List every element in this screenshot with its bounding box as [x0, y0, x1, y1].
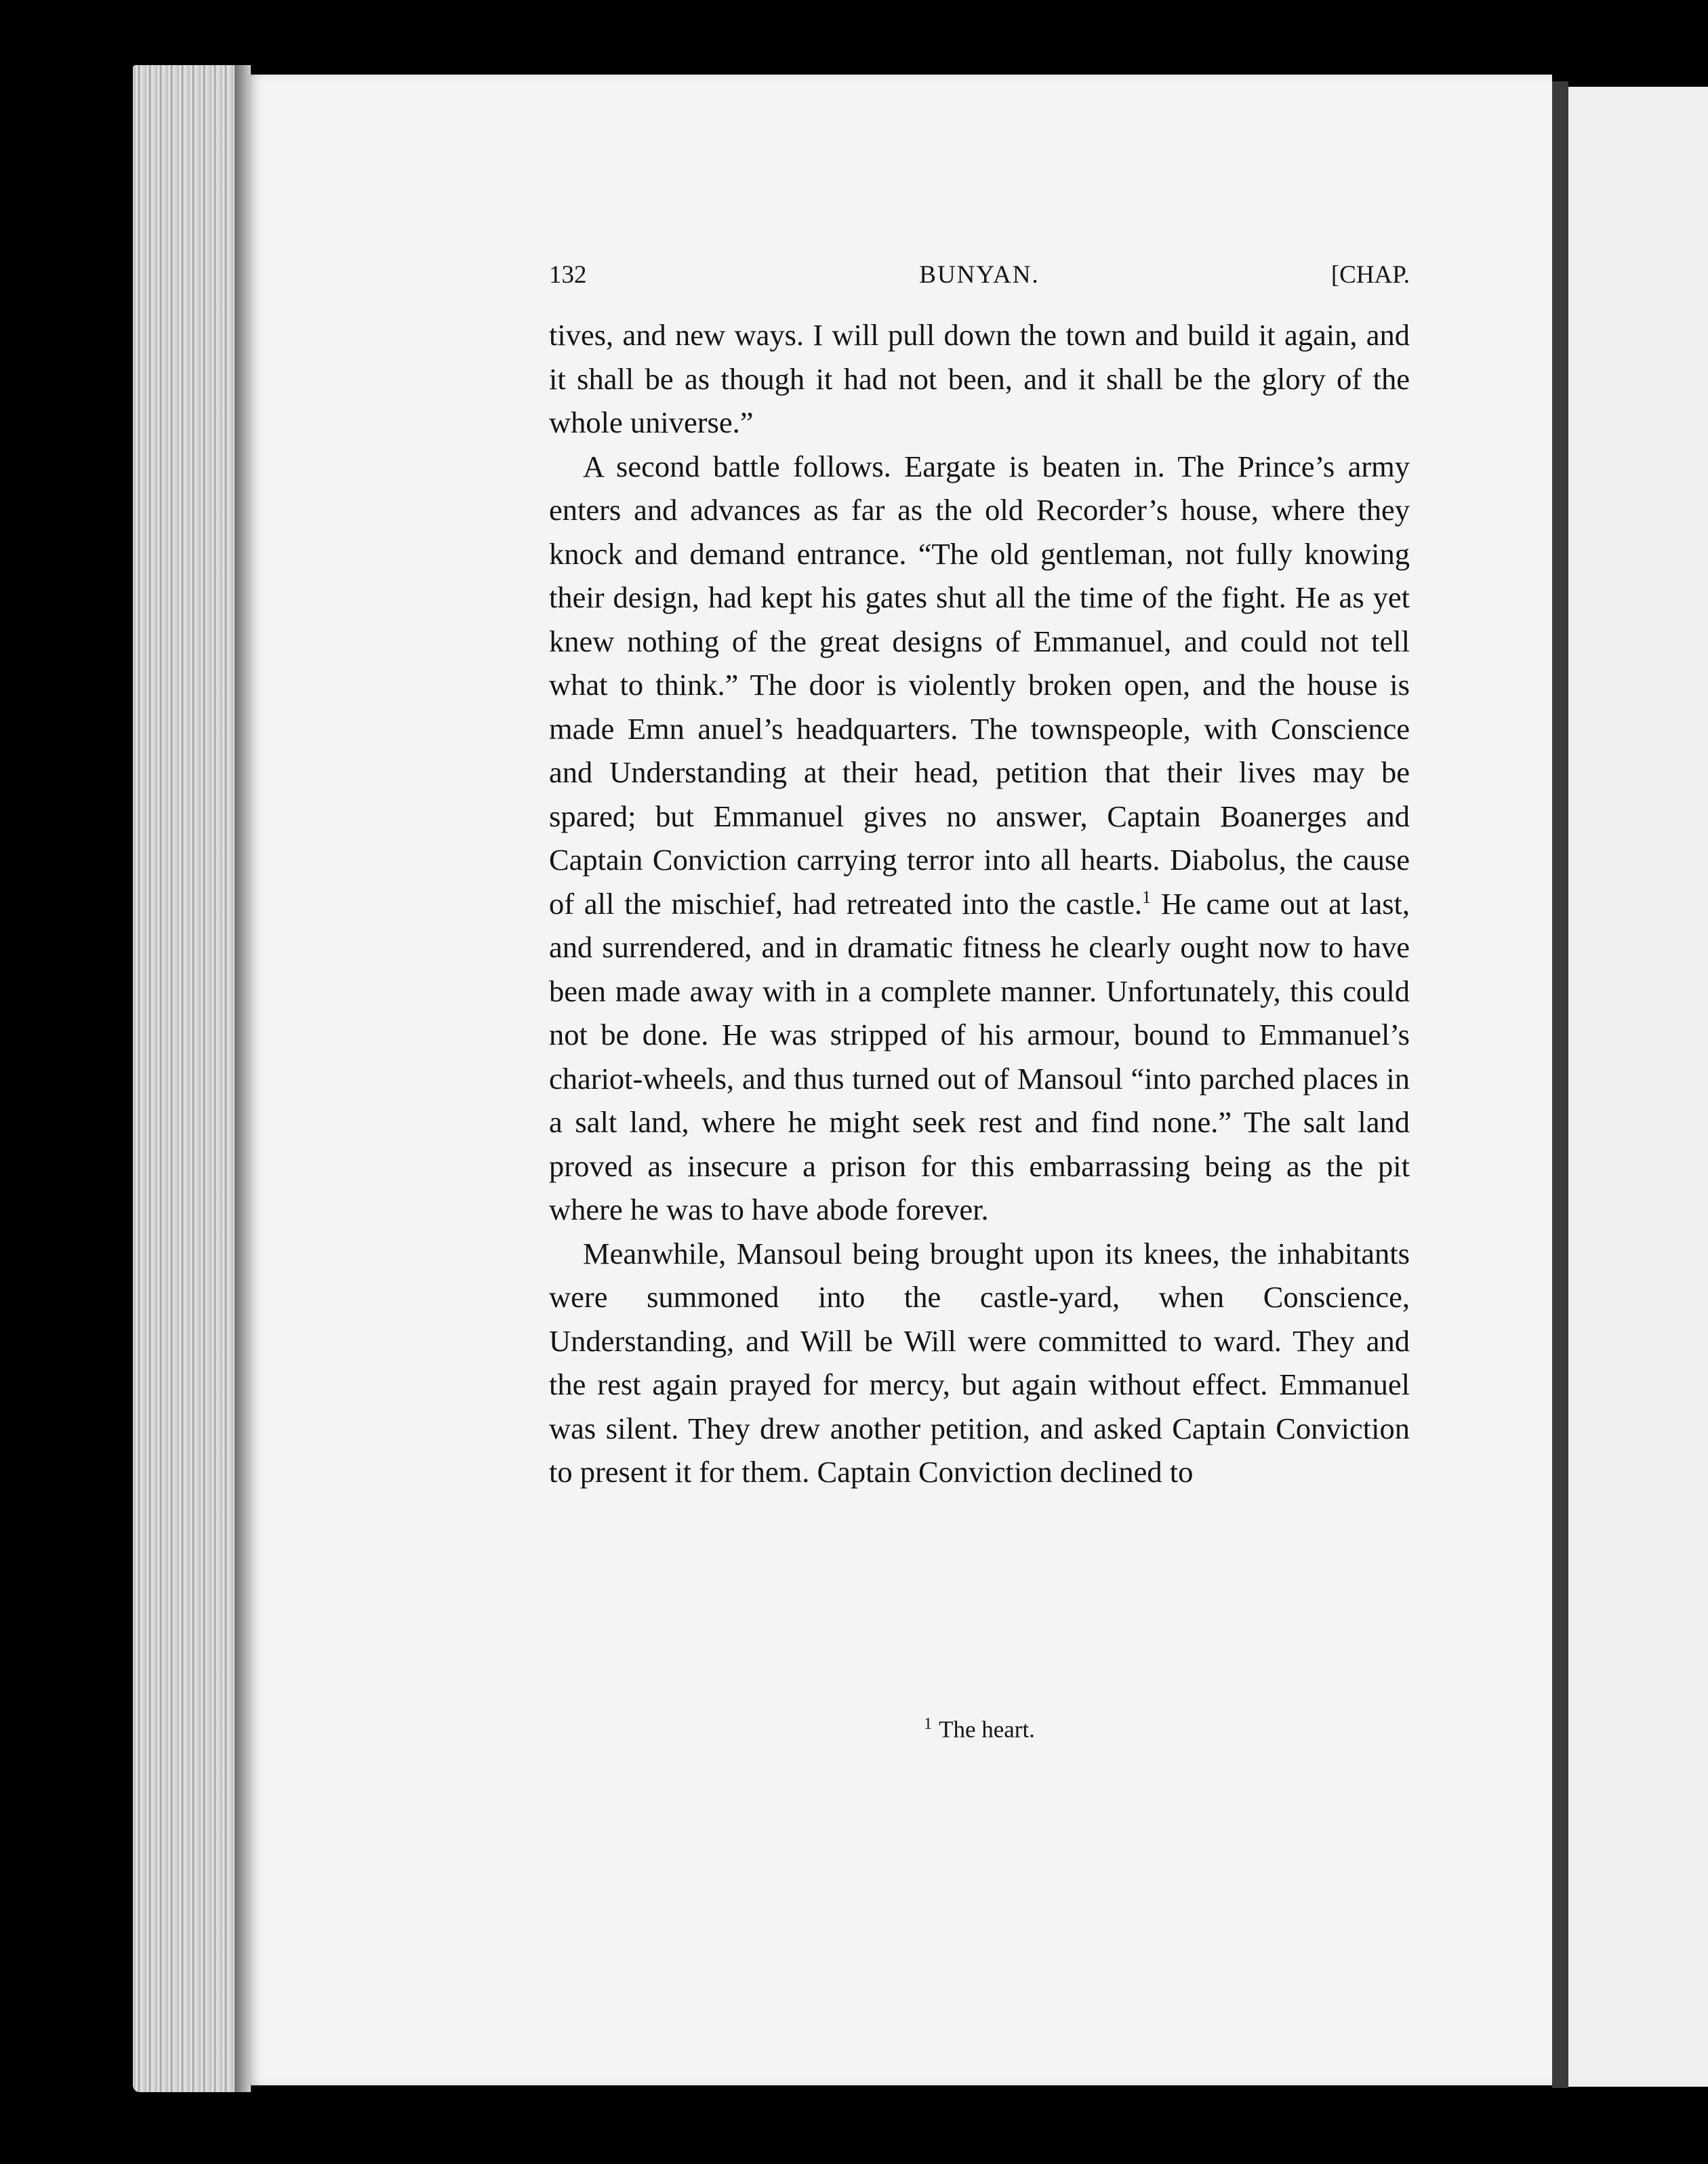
paragraph-text: He came out at last, and surrendered, and in dramatic fitness he clearly ought now to have been made away with in a complete manner. Unfortunately, this could not be done. He was stripped of his armour, bound to Emmanuel’s chariot-wheels, and thus turned out of Mansoul “into parched places in a salt land, where he might seek rest and find none.” The salt land proved as insecure a prison for this embarrassing being as the pit where he was to have abode forever. [549, 886, 1410, 1226]
footnote-text: The heart. [939, 1716, 1035, 1743]
footnote-marker: 1 [924, 1715, 933, 1733]
book-page-edges [133, 65, 248, 2092]
footnote [549, 1715, 1410, 1744]
body-text [549, 313, 1410, 1494]
paragraph-text: A second battle follows. Eargate is beaten in. The Prince’s army enters and advances as far as the old Recorder’s house, where they knock and demand entrance. “The old gentleman, not fully knowing their design, had kept his gates shut all the time of the fight. He as yet knew nothing of the great designs of Emmanuel, and could not tell what to think.” The door is violently broken open, and the house is made Emn anuel’s headquarters. The townspeople, with Conscience and Understanding at their head, petition that their lives may be spared; but Emmanuel gives no answer, Captain Boanerges and Captain Conviction carrying terror into all hearts. Diabolus, the cause of all the mischief, had retreated into the castle. [549, 449, 1410, 921]
book-gutter [1552, 81, 1568, 2088]
chapter-mark: [CHAP. [1330, 261, 1410, 289]
paragraph-second-battle [549, 445, 1410, 1232]
running-head [549, 251, 1410, 298]
footnote-reference: 1 [1142, 887, 1152, 907]
facing-page [1568, 87, 1708, 2087]
page-number: 132 [549, 261, 587, 289]
running-title: BUNYAN. [919, 261, 1040, 289]
paragraph-continuation: tives, and new ways. I will pull down the town and build it again, and it shall be as though it had not been, and it shall be the glory of the whole universe.” [549, 318, 1410, 439]
paragraph-meanwhile: Meanwhile, Mansoul being brought upon its knees, the inhabitants were summoned into the castle-yard, when Conscience, Understanding, and Will be Will were committed to ward. They and the rest again prayed for mercy, but again without effect. Emmanuel was silent. They drew another petition, and asked Captain Conviction to present it for them. Captain Conviction declined to [549, 1236, 1410, 1489]
